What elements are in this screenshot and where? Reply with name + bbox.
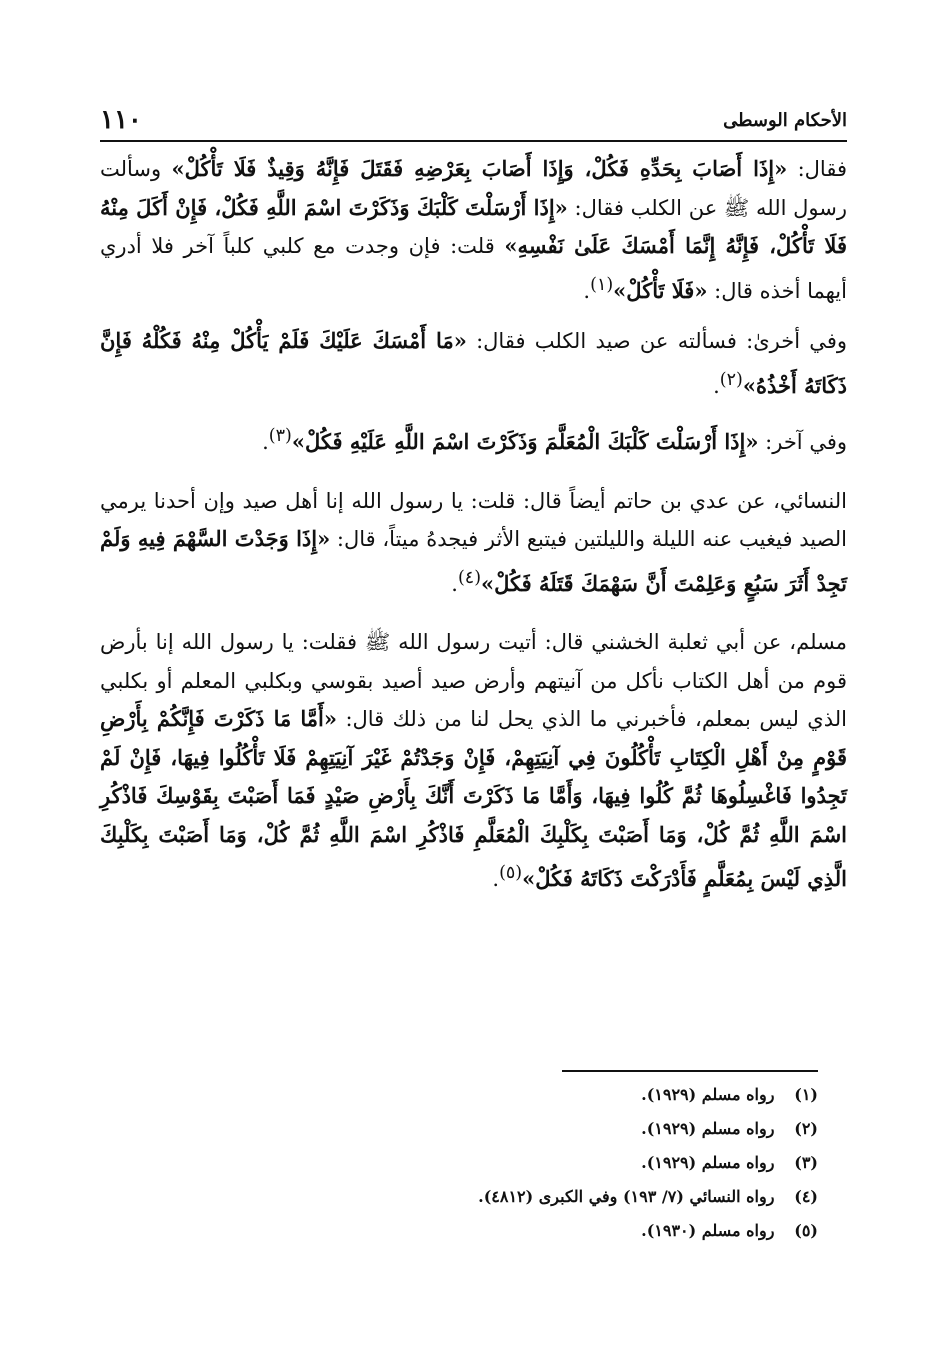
paragraph-text: وسألت رسول الله ﷺ عن الكلب فقال: [100, 157, 847, 220]
paragraph-text: وفي آخر: [758, 430, 847, 454]
paragraph-5 [100, 623, 847, 899]
main-text [100, 150, 847, 911]
hadith-quote: «مَا أَمْسَكَ عَلَيْكَ فَلَمْ يَأْكُلْ مِنْهُ فَكُلْهُ فَإِنَّ ذَكَاتَهُ أَخْذُهُ» [100, 328, 847, 398]
footnote-text: رواه مسلم (١٩٣٠). [641, 1221, 775, 1240]
paragraph-end: . [262, 430, 269, 454]
paragraph-1 [100, 150, 847, 310]
hadith-quote: «إِذَا أَرْسَلْتَ كَلْبَكَ وَذَكَرْتَ اسْمَ اللَّهِ فَكُلْ، فَإِنْ أَكَلَ مِنْهُ فَلَا تَأْكُلْ، فَإِنَّهُ إِنَّمَا أَمْسَكَ عَلَىٰ نَفْسِهِ» [100, 194, 847, 258]
paragraph-text: مسلم، عن أبي ثعلبة الخشني قال: أتيت رسول الله ﷺ فقلت: يا رسول الله إنا بأرض قوم من أهل الكتاب نأكل من آنيتهم وأرض صيد أصيد بقوسي وبكلبي المعلم أو بكلبي الذي ليس بمعلم، فأخبرني ما الذي يحل لنا من ذلك قال: [100, 630, 847, 731]
paragraph-end: . [713, 373, 720, 398]
page-header [100, 100, 847, 142]
hadith-quote: «إِذَا أَصَابَ بِحَدِّهِ فَكُلْ، وَإِذَا أَصَابَ بِعَرْضِهِ فَقَتَلَ فَإِنَّهُ وَقِيذٌ فَلَا تَأْكُلْ» [171, 156, 788, 181]
footnote-ref: (٢) [719, 369, 743, 390]
paragraph-text: النسائي، عن عدي بن حاتم أيضاً قال: قلت: يا رسول الله إنا أهل صيد وإن أحدنا يرمي الصيد فيغيب عنه الليلة والليلتين فيتبع الأثر فيجدهُ ميتاً، قال: [100, 488, 848, 551]
hadith-quote: «إِذَا أَرْسَلْتَ كَلْبَكَ الْمُعَلَّمَ وَذَكَرْتَ اسْمَ اللَّهِ عَلَيْهِ فَكُلْ» [291, 429, 759, 454]
footnote-ref: (١) [590, 274, 614, 295]
paragraph-end: . [583, 278, 591, 303]
paragraph-text: قلت: فإن وجدت مع كلبي كلباً آخر فلا أدري أيهما أخذه قال: [100, 234, 847, 303]
footnote [100, 1180, 818, 1214]
paragraph-text: وفي أخرىٰ: فسألته عن صيد الكلب فقال: [466, 329, 847, 353]
hadith-quote: «إِذَا وَجَدْتَ السَّهْمَ فِيهِ وَلَمْ تَجِدْ أَثَرَ سَبُعٍ وَعَلِمْتَ أَنَّ سَهْمَكَ قَتَلَهُ فَكُلْ» [100, 526, 847, 596]
hadith-quote: «فَلَا تَأْكُلْ» [613, 277, 708, 303]
footnote [100, 1112, 818, 1146]
paragraph-text: فقال: [787, 157, 847, 181]
footnote-ref: (٥) [499, 863, 523, 883]
paragraph-end: . [451, 571, 458, 596]
paragraph-4 [100, 482, 847, 604]
footnote-divider [562, 1070, 818, 1072]
footnote-number: (١) [794, 1085, 818, 1104]
paragraph-2 [100, 322, 847, 405]
footnotes [100, 1078, 818, 1248]
footnote-ref: (٣) [268, 426, 292, 446]
footnote-number: (٥) [794, 1221, 818, 1240]
footnote-text: رواه النسائي (٧/ ١٩٣) وفي الكبرى (٤٨١٢). [478, 1187, 775, 1206]
footnote [100, 1146, 818, 1180]
footnote [100, 1078, 818, 1112]
paragraph-3 [100, 417, 847, 462]
footnote-text: رواه مسلم (١٩٢٩). [641, 1119, 775, 1138]
paragraph-end: . [492, 867, 500, 891]
footnote-number: (٤) [794, 1187, 818, 1206]
page-number: ١١٠ [100, 105, 142, 135]
footnote-number: (٢) [794, 1119, 818, 1138]
footnote-text: رواه مسلم (١٩٢٩). [641, 1153, 775, 1172]
running-title: الأحكام الوسطى [723, 109, 847, 131]
footnote-ref: (٤) [457, 567, 482, 588]
hadith-quote: «أَمَّا مَا ذَكَرْتَ فَإِنَّكُمْ بِأَرْضِ قَوْمٍ مِنْ أَهْلِ الْكِتَابِ تَأْكُلُونَ فِي آنِيَتِهِمْ، فَإِنْ وَجَدْتُمْ غَيْرَ آنِيَتِهِمْ فَلَا تَأْكُلُوا فِيهَا، فَإِنْ لَمْ تَجِدُوا فَاغْسِلُوهَا ثُمَّ كُلُوا فِيهَا، وَأَمَّا مَا ذَكَرْتَ أَنَّكَ بِأَرْضِ صَيْدٍ فَمَا أَصَبْتَ بِقَوْسِكَ فَاذْكُرِ اسْمَ اللَّهِ ثُمَّ كُلْ، وَمَا أَصَبْتَ بِكَلْبِكَ الْمُعَلَّمِ فَاذْكُرِ اسْمَ اللَّهِ ثُمَّ كُلْ، وَمَا أَصَبْتَ بِكَلْبِكَ الَّذِي لَيْسَ بِمُعَلَّمٍ فَأَدْرَكْتَ ذَكَاتَهُ فَكُلْ» [100, 706, 847, 891]
footnote [100, 1214, 818, 1248]
footnote-number: (٣) [794, 1153, 818, 1172]
footnote-text: رواه مسلم (١٩٢٩). [641, 1085, 775, 1104]
